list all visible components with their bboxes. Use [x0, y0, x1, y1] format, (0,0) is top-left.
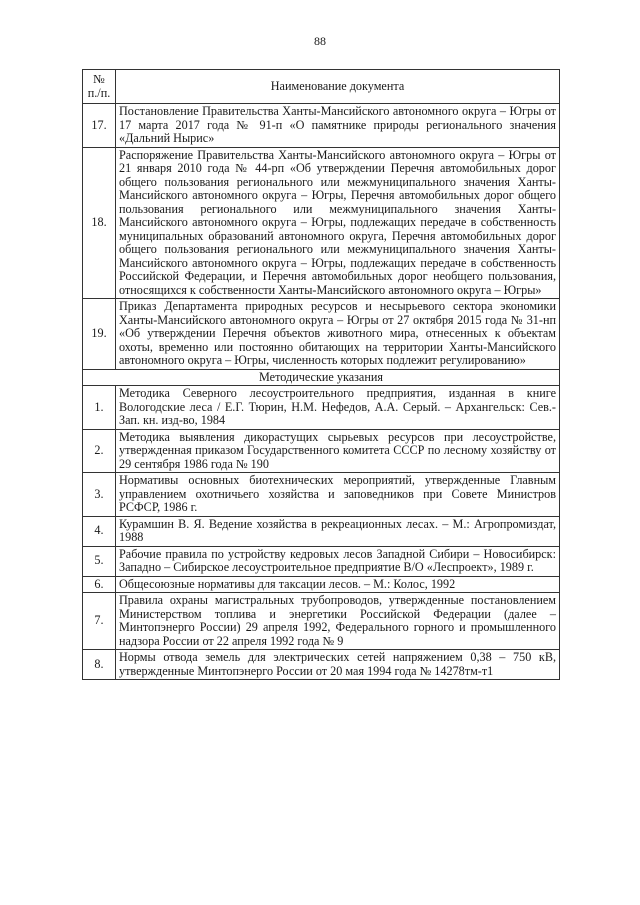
row-number: 7. — [83, 593, 116, 650]
row-document: Постановление Правительства Ханты-Мансийского автономного округа – Югры от 17 марта 2017 года № 91-п «О памятнике природы регионального значения «Дальний Нырис» — [116, 104, 560, 148]
table-row — [83, 299, 560, 370]
row-number: 2. — [83, 429, 116, 473]
table-header-row — [83, 70, 560, 104]
documents-table — [82, 69, 560, 680]
row-number: 18. — [83, 147, 116, 299]
row-number: 8. — [83, 650, 116, 680]
table-row — [83, 650, 560, 680]
row-document: Методика выявления дикорастущих сырьевых ресурсов при лесоустройстве, утвержденная приказом Государственного комитета СССР по лесному хозяйству от 29 сентября 1986 года № 190 — [116, 429, 560, 473]
header-number: № п./п. — [83, 70, 116, 104]
table-row — [83, 147, 560, 299]
table-row — [83, 576, 560, 593]
table-row — [83, 546, 560, 576]
row-document: Общесоюзные нормативы для таксации лесов. – М.: Колос, 1992 — [116, 576, 560, 593]
row-number: 17. — [83, 104, 116, 148]
row-number: 4. — [83, 516, 116, 546]
page-number: 88 — [314, 34, 326, 48]
row-document: Нормы отвода земель для электрических сетей напряжением 0,38 – 750 кВ, утвержденные Минтопэнерго России от 20 мая 1994 года № 14278тм-т1 — [116, 650, 560, 680]
row-number: 5. — [83, 546, 116, 576]
header-document-name: Наименование документа — [116, 70, 560, 104]
row-document: Курамшин В. Я. Ведение хозяйства в рекреационных лесах. – М.: Агропромиздат, 1988 — [116, 516, 560, 546]
row-number: 6. — [83, 576, 116, 593]
section-title: Методические указания — [83, 369, 560, 386]
row-document: Нормативы основных биотехнических мероприятий, утвержденные Главным управлением охотничьего хозяйства и заповедников при Совете Министров РСФСР, 1986 г. — [116, 473, 560, 517]
table-row — [83, 386, 560, 430]
table-row — [83, 593, 560, 650]
section-row — [83, 369, 560, 386]
row-document: Распоряжение Правительства Ханты-Мансийского автономного округа – Югры от 21 января 2010 года № 44-рп «Об утверждении Перечня автомобильных дорог общего пользования регионального или межмуниципального значения Ханты-Мансийского автономного округа – Югры, Перечня автомобильных дорог общего пользования регионального или межмуниципального значения Ханты-Мансийского автономного округа – Югры, подлежащих передаче в собственность муниципальных образований автономного округа, Перечня автомобильных дорог общего пользования регионального или межмуниципального значения Ханты-Мансийского автономного округа – Югры, подлежащих передаче в собственность Российской Федерации, и Перечня автомобильных дорог необщего пользования, относящихся к собственности Ханты-Мансийского автономного округа – Югры» — [116, 147, 560, 299]
row-document: Рабочие правила по устройству кедровых лесов Западной Сибири – Новосибирск: Западно – Сибирское лесоустроительное предприятие В/О «Леспроект», 1989 г. — [116, 546, 560, 576]
table-row — [83, 104, 560, 148]
row-document: Методика Северного лесоустроительного предприятия, изданная в книге Вологодские леса / Е.Г. Тюрин, Н.М. Нефедов, А.А. Серый. – Архангельск: Сев.-Зап. кн. изд-во, 1984 — [116, 386, 560, 430]
row-document: Правила охраны магистральных трубопроводов, утвержденные постановлением Министерством топлива и энергетики Российской Федерации (далее – Минтопэнерго России) 29 апреля 1992, Федерального горного и промышленного надзора России от 22 апреля 1992 года № 9 — [116, 593, 560, 650]
row-number: 19. — [83, 299, 116, 370]
table-row — [83, 429, 560, 473]
row-document: Приказ Департамента природных ресурсов и несырьевого сектора экономики Ханты-Мансийского автономного округа – Югры от 27 октября 2015 года № 31-нп «Об утверждении Перечня объектов животного мира, отнесенных к объектам охоты, временно или постоянно обитающих на территории Ханты-Мансийского автономного округа – Югры, численность которых подлежит регулированию» — [116, 299, 560, 370]
row-number: 1. — [83, 386, 116, 430]
table-row — [83, 516, 560, 546]
row-number: 3. — [83, 473, 116, 517]
table-row — [83, 473, 560, 517]
